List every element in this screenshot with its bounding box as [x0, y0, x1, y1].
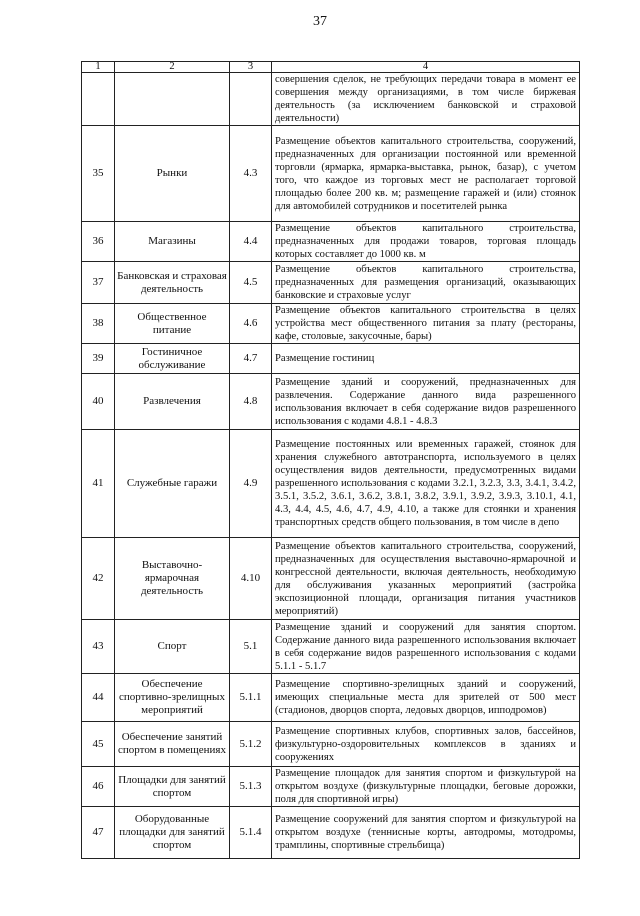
- row-description: Размещение сооружений для занятия спортом и физкультурой на открытом воздухе (теннисные корты, автодромы, мотодромы, трамплины, спортивные стрельбища): [272, 807, 580, 859]
- table-row: [82, 344, 580, 374]
- page-number: 37: [313, 14, 327, 29]
- row-description: Размещение спортивных клубов, спортивных залов, бассейнов, физкультурно-оздоровительных комплексов в зданиях и сооружениях: [272, 722, 580, 767]
- row-name: Площадки для занятий спортом: [115, 767, 230, 807]
- row-name: Спорт: [115, 620, 230, 674]
- row-description: Размещение объектов капитального строительства в целях устройства мест общественного питания за плату (рестораны, кафе, столовые, закусочные, бары): [272, 304, 580, 344]
- header-col-4: 4: [272, 62, 580, 73]
- row-number: 36: [82, 222, 115, 262]
- row-code: 5.1.3: [230, 767, 272, 807]
- row-number: 47: [82, 807, 115, 859]
- row-description: Размещение площадок для занятия спортом и физкультурой на открытом воздухе (физкультурные площадки, беговые дорожки, поля для спортивной игры): [272, 767, 580, 807]
- row-name: Рынки: [115, 126, 230, 222]
- row-name: Оборудованные площадки для занятий спортом: [115, 807, 230, 859]
- table-row: [82, 304, 580, 344]
- row-name: Развлечения: [115, 374, 230, 430]
- row-number: [82, 73, 115, 126]
- row-description: Размещение зданий и сооружений для занятия спортом. Содержание данного вида разрешенного использования включает в себя содержание видов разрешенного использования с кодами 5.1.1 - 5.1.7: [272, 620, 580, 674]
- row-name: Банковская и страховая деятельность: [115, 262, 230, 304]
- row-code: 5.1.4: [230, 807, 272, 859]
- row-code: 4.6: [230, 304, 272, 344]
- table-row: [82, 126, 580, 222]
- row-code: 4.3: [230, 126, 272, 222]
- row-name: Общественное питание: [115, 304, 230, 344]
- row-code: 4.7: [230, 344, 272, 374]
- header-row: [82, 62, 580, 73]
- row-number: 40: [82, 374, 115, 430]
- row-name: Магазины: [115, 222, 230, 262]
- table-row: [82, 222, 580, 262]
- row-name: Обеспечение спортивно-зрелищных мероприятий: [115, 674, 230, 722]
- row-code: 4.9: [230, 430, 272, 538]
- row-number: 43: [82, 620, 115, 674]
- row-number: 39: [82, 344, 115, 374]
- row-code: 4.8: [230, 374, 272, 430]
- row-description: Размещение гостиниц: [272, 344, 580, 374]
- row-number: 38: [82, 304, 115, 344]
- zoning-table: [81, 61, 580, 859]
- row-name: Обеспечение занятий спортом в помещениях: [115, 722, 230, 767]
- table-row: [82, 538, 580, 620]
- row-code: 5.1.2: [230, 722, 272, 767]
- row-number: 35: [82, 126, 115, 222]
- row-description: Размещение объектов капитального строительства, предназначенных для продажи товаров, торговая площадь которых составляет до 1000 кв. м: [272, 222, 580, 262]
- row-name: Выставочно-ярмарочная деятельность: [115, 538, 230, 620]
- table-body: [82, 73, 580, 859]
- table-row: [82, 73, 580, 126]
- row-number: 46: [82, 767, 115, 807]
- table-row: [82, 262, 580, 304]
- row-description: совершения сделок, не требующих передачи товара в момент ее совершения между организациями, в том числе биржевая деятельность (за исключением банковской и страховой деятельности): [272, 73, 580, 126]
- row-code: 4.5: [230, 262, 272, 304]
- row-code: 5.1.1: [230, 674, 272, 722]
- row-code: [230, 73, 272, 126]
- row-description: Размещение объектов капитального строительства, сооружений, предназначенных для осуществления выставочно-ярмарочной и конгрессной деятельности, включая деятельность, необходимую для обслуживания указанных мероприятий (застройка экспозиционной площади, организация питания участников мероприятий): [272, 538, 580, 620]
- table-row: [82, 620, 580, 674]
- row-name: Служебные гаражи: [115, 430, 230, 538]
- row-description: Размещение зданий и сооружений, предназначенных для развлечения. Содержание данного вида разрешенного использования включает в себя содержание видов разрешенного использования с кодами 4.8.1 - 4.8.3: [272, 374, 580, 430]
- row-number: 37: [82, 262, 115, 304]
- row-number: 45: [82, 722, 115, 767]
- table-row: [82, 722, 580, 767]
- row-number: 42: [82, 538, 115, 620]
- table-row: [82, 674, 580, 722]
- row-description: Размещение объектов капитального строительства, сооружений, предназначенных для организации постоянной или временной торговли (ярмарка, ярмарка-выставка, рынок, базар), с учетом того, что каждое из торговых мест не располагает торговой площадью более 200 кв. м; размещение гаражей и (или) стоянок для автомобилей сотрудников и посетителей рынка: [272, 126, 580, 222]
- row-number: 44: [82, 674, 115, 722]
- row-description: Размещение спортивно-зрелищных зданий и сооружений, имеющих специальные места для зрителей от 500 мест (стадионов, дворцов спорта, ледовых дворцов, ипподромов): [272, 674, 580, 722]
- header-col-3: 3: [230, 62, 272, 73]
- row-code: 4.10: [230, 538, 272, 620]
- row-name: [115, 73, 230, 126]
- header-col-1: 1: [82, 62, 115, 73]
- table-row: [82, 767, 580, 807]
- table-row: [82, 430, 580, 538]
- row-number: 41: [82, 430, 115, 538]
- row-code: 4.4: [230, 222, 272, 262]
- header-col-2: 2: [115, 62, 230, 73]
- row-description: Размещение постоянных или временных гаражей, стоянок для хранения служебного автотранспорта, используемого в целях осуществления видов деятельности, предусмотренных видами разрешенного использования с кодами 3.2.1, 3.2.3, 3.3, 3.4.1, 3.4.2, 3.5.1, 3.5.2, 3.6.1, 3.6.2, 3.8.1, 3.8.2, 3.9.1, 3.9.2, 3.9.3, 3.10.1, 4.1, 4.3, 4.4, 4.5, 4.6, 4.7, 4.9, 4.10, а также для стоянки и хранения транспортных средств общего пользования, в том числе в депо: [272, 430, 580, 538]
- table-row: [82, 374, 580, 430]
- row-name: Гостиничное обслуживание: [115, 344, 230, 374]
- row-description: Размещение объектов капитального строительства, предназначенных для размещения организаций, оказывающих банковские и страховые услуг: [272, 262, 580, 304]
- row-code: 5.1: [230, 620, 272, 674]
- table-row: [82, 807, 580, 859]
